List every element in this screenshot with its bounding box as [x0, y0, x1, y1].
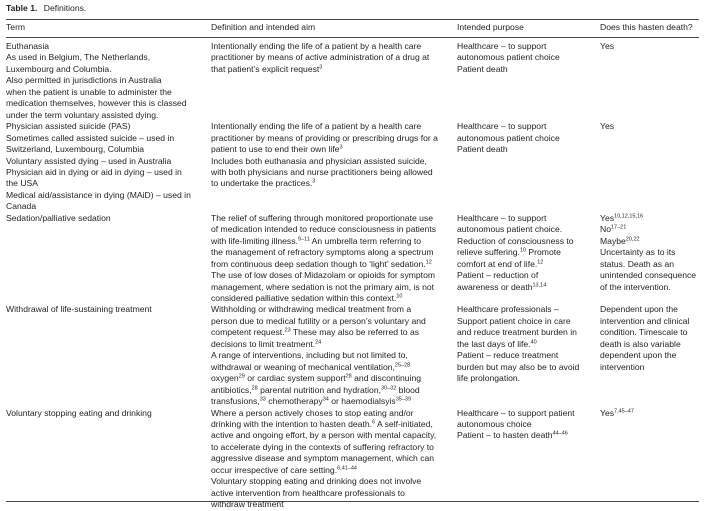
- cell-line: oxygen$^{29}$ or cardiac system support$^{28}$ and discontinuing: [211, 373, 422, 384]
- cell-line: competent request.$^{23}$ These may also be referred to as: [211, 327, 420, 338]
- term-cell: [6, 121, 211, 213]
- term-cell: [6, 213, 211, 305]
- cell-line: autonomous patient choice: [457, 132, 560, 143]
- term-line: the USA: [6, 178, 39, 189]
- header-hasten: Does this hasten death?: [600, 22, 693, 32]
- header-term: Term: [6, 22, 26, 32]
- cell-line: Yes$^{10,12,15,16}$: [600, 212, 644, 223]
- cell-line: practitioner by means of providing or prescribing drugs for a: [211, 132, 438, 143]
- cell-line: Healthcare – to support patient: [457, 407, 575, 418]
- cell-line: Where a person actively choses to stop eating and/or: [211, 407, 414, 418]
- cell-line: The relief of suffering through monitored proportionate use: [211, 212, 433, 223]
- cell-line: active intervention from healthcare professionals to: [211, 487, 405, 498]
- hasten-cell: [600, 304, 699, 407]
- purpose-cell: [457, 37, 600, 121]
- reference-superscript: 6,41–44: [337, 465, 357, 472]
- cell-line: drinking with the intention to hasten death.$^6$ A self-initiated,: [211, 418, 433, 429]
- reference-superscript: 28: [251, 385, 258, 392]
- term-line: Switzerland, Luxembourg, Columbia: [6, 144, 145, 155]
- cell-line: Yes: [600, 41, 615, 51]
- cell-line: Yes$^{7,45-47}$: [600, 407, 634, 418]
- cell-line: Healthcare – to support: [457, 41, 547, 51]
- cell-line: with life-limiting illness.$^{9-11}$ An umbrella term referring to: [211, 235, 422, 246]
- definition-cell: [211, 121, 457, 213]
- reference-superscript: 33: [259, 396, 266, 403]
- definition-cell: [211, 37, 457, 121]
- term-line: Voluntary assisted dying – used in Australia: [6, 155, 172, 166]
- cell-line: withdrawal or weaning of mechanical ventilation,$^{25-28}$: [211, 361, 411, 372]
- term-cell: [6, 37, 211, 121]
- cell-line: Maybe$^{20,22}$: [600, 235, 640, 246]
- cell-line: patient to use to end their own life$^3$: [211, 144, 343, 155]
- term-line: Canada: [6, 201, 37, 212]
- cell-line: Patient death: [457, 144, 508, 155]
- cell-line: Uncertainty as to its: [600, 247, 676, 258]
- cell-line: intervention: [600, 361, 645, 372]
- reference-superscript: 9–11: [297, 236, 310, 243]
- reference-superscript: 29: [238, 373, 245, 380]
- cell-line: management, where sedation is not the primary aim, is not: [211, 281, 435, 292]
- cell-line: life prolongation.: [457, 373, 521, 384]
- term-line: Physician assisted suicide (PAS): [6, 121, 131, 132]
- reference-superscript: 3: [312, 178, 316, 185]
- reference-superscript: 10: [519, 247, 527, 254]
- cell-line: autonomous choice: [457, 418, 532, 429]
- hasten-cell: [600, 37, 699, 121]
- cell-line: transfusions,$^{33}$ chemotherapy$^{34}$ or haemodialsyis$^{35-39}$: [211, 396, 412, 407]
- reference-superscript: 10,12,15,16: [614, 213, 644, 220]
- reference-superscript: 12: [425, 259, 432, 266]
- term-cell: [6, 304, 211, 407]
- reference-superscript: 30–32: [381, 385, 397, 392]
- cell-line: Patient – reduce treatment: [457, 350, 559, 361]
- term-line: As used in Belgium, The Netherlands,: [6, 52, 151, 63]
- header-row: [6, 22, 699, 37]
- cell-line: the last days of life.$^{40}$: [457, 338, 537, 349]
- term-line: Medical aid/assistance in dying (MAiD) – used in: [6, 189, 191, 200]
- cell-line: Intentionally ending the life of a patient by a health care: [211, 121, 422, 132]
- reference-superscript: 6: [372, 419, 376, 426]
- reference-superscript: 34: [322, 396, 329, 403]
- top-rule: [6, 19, 699, 20]
- cell-line: to accelerate dying in the contexts of suffering refractory to: [211, 441, 434, 452]
- definitions-table: [6, 22, 699, 511]
- term-line: medication themselves, however this is classed: [6, 98, 187, 109]
- cell-line: that patient’s explicit request$^3$: [211, 63, 323, 74]
- cell-line: Patient – reduction of: [457, 270, 539, 281]
- cell-line: considered palliative sedation within this context.$^{10}$: [211, 292, 403, 303]
- cell-line: to undertake the practices.$^3$: [211, 178, 316, 189]
- reference-superscript: 3: [319, 64, 323, 71]
- cell-line: intervention and clinical: [600, 315, 690, 326]
- hasten-cell: [600, 213, 699, 305]
- term-line: Voluntary stopping eating and drinking: [6, 407, 152, 418]
- cell-line: autonomous patient choice.: [457, 224, 563, 235]
- cell-line: Dependent upon the: [600, 304, 678, 315]
- cell-line: Patient – to hasten death$^{44-46}$: [457, 430, 568, 441]
- cell-line: withdraw treatment: [211, 499, 284, 510]
- cell-line: Intentionally ending the life of a patient by a health care: [211, 41, 422, 51]
- reference-superscript: 17–21: [611, 224, 627, 231]
- cell-line: Yes: [600, 121, 615, 132]
- term-line: under the term voluntary assisted dying.: [6, 109, 159, 120]
- hasten-cell: [600, 121, 699, 213]
- reference-superscript: 28: [345, 373, 352, 380]
- cell-line: status. Death as an: [600, 258, 675, 269]
- cell-line: from continuous deep sedation though to ‘light’ sedation.$^{12}$: [211, 258, 432, 269]
- term-line: when the patient is unable to administer the: [6, 86, 172, 97]
- cell-line: death is also variable: [600, 338, 681, 349]
- table-title: Definitions.: [43, 3, 87, 13]
- cell-line: the management of refractory symptoms along a spectrum: [211, 247, 434, 258]
- cell-line: decisions to limit treatment.$^{24}$: [211, 338, 322, 349]
- cell-line: Healthcare professionals –: [457, 304, 559, 315]
- term-line: Sedation/palliative sedation: [6, 212, 111, 223]
- cell-line: of the intervention.: [600, 281, 671, 292]
- header-purpose: Intended purpose: [457, 22, 524, 32]
- table-row: [6, 213, 699, 305]
- term-line: Euthanasia: [6, 41, 50, 51]
- cell-line: unintended consequence: [600, 270, 697, 281]
- cell-line: A range of interventions, including but not limited to,: [211, 350, 408, 361]
- cell-line: Patient death: [457, 63, 508, 74]
- cell-line: Voluntary stopping eating and drinking does not involve: [211, 476, 422, 487]
- cell-line: comfort at end of life.$^{12}$: [457, 258, 544, 269]
- cell-line: Support patient choice in care: [457, 315, 571, 326]
- cell-line: Healthcare – to support: [457, 121, 547, 132]
- reference-superscript: 12: [537, 259, 544, 266]
- definition-cell: [211, 213, 457, 305]
- cell-line: awareness or death$^{13,14}$: [457, 281, 547, 292]
- reference-superscript: 24: [315, 339, 322, 346]
- cell-line: condition. Timescale to: [600, 327, 688, 338]
- cell-line: No$^{17-21}$: [600, 224, 627, 235]
- cell-line: relieve suffering.$^{10}$ Promote: [457, 247, 561, 258]
- reference-superscript: 40: [530, 339, 537, 346]
- definition-cell: [211, 304, 457, 407]
- cell-line: Healthcare – to support: [457, 212, 547, 223]
- term-line: Also permitted in jurisdictions in Australia: [6, 75, 162, 86]
- reference-superscript: 25–28: [394, 362, 411, 369]
- header-definition: Definition and intended aim: [211, 22, 316, 32]
- reference-superscript: 13,14: [532, 282, 547, 289]
- purpose-cell: [457, 213, 600, 305]
- term-line: Physician aid in dying or aid in dying – used in: [6, 166, 182, 177]
- cell-line: person due to medical futility or a person’s voluntary and: [211, 315, 426, 326]
- table-row: [6, 37, 699, 121]
- cell-line: burden but may also be to avoid: [457, 361, 580, 372]
- term-cell: [6, 408, 211, 511]
- table-row: [6, 408, 699, 511]
- reference-superscript: 35–39: [395, 396, 412, 403]
- table-row: [6, 304, 699, 407]
- term-line: Withdrawal of life-sustaining treatment: [6, 304, 152, 315]
- cell-line: practitioner by means of active administration of a drug at: [211, 52, 430, 63]
- cell-line: Reduction of consciousness to: [457, 235, 574, 246]
- definition-cell: [211, 408, 457, 511]
- term-line: Luxembourg and Columbia.: [6, 63, 112, 74]
- cell-line: active and ongoing effort, by a person with mental capacity,: [211, 430, 437, 441]
- purpose-cell: [457, 121, 600, 213]
- table-label: Table 1.: [6, 3, 38, 13]
- reference-superscript: 20,22: [625, 236, 640, 243]
- cell-line: with both physicians and nurse practitioners being allowed: [211, 166, 433, 177]
- cell-line: occur irrespective of care setting.$^{6,41-44}$: [211, 464, 357, 475]
- purpose-cell: [457, 304, 600, 407]
- cell-line: aggressive disease and symptom management, which can: [211, 453, 435, 464]
- cell-line: antibiotics,$^{28}$ parental nutrition and hydration,$^{30-32}$ blood: [211, 384, 420, 395]
- hasten-cell: [600, 408, 699, 511]
- reference-superscript: 10: [396, 293, 403, 300]
- cell-line: autonomous patient choice: [457, 52, 560, 63]
- table-row: [6, 121, 699, 213]
- cell-line: Withholding or withdrawing medical treatment from a: [211, 304, 412, 315]
- cell-line: The use of low doses of Midazolam or opioids for symptom: [211, 270, 436, 281]
- cell-line: Includes both euthanasia and physician assisted suicide,: [211, 155, 427, 166]
- purpose-cell: [457, 408, 600, 511]
- reference-superscript: 7,45–47: [614, 408, 634, 414]
- cell-line: of medication intended to reduce consciousness in patients: [211, 224, 437, 235]
- table-caption: [6, 3, 86, 14]
- term-line: Sometimes called assisted suicide – used in: [6, 132, 175, 143]
- table-body: [6, 37, 699, 511]
- reference-superscript: 44–46: [552, 430, 568, 437]
- reference-superscript: 23: [284, 327, 291, 334]
- reference-superscript: 3: [339, 144, 343, 151]
- cell-line: and reduce treatment burden in: [457, 327, 577, 338]
- cell-line: dependent upon the: [600, 350, 677, 361]
